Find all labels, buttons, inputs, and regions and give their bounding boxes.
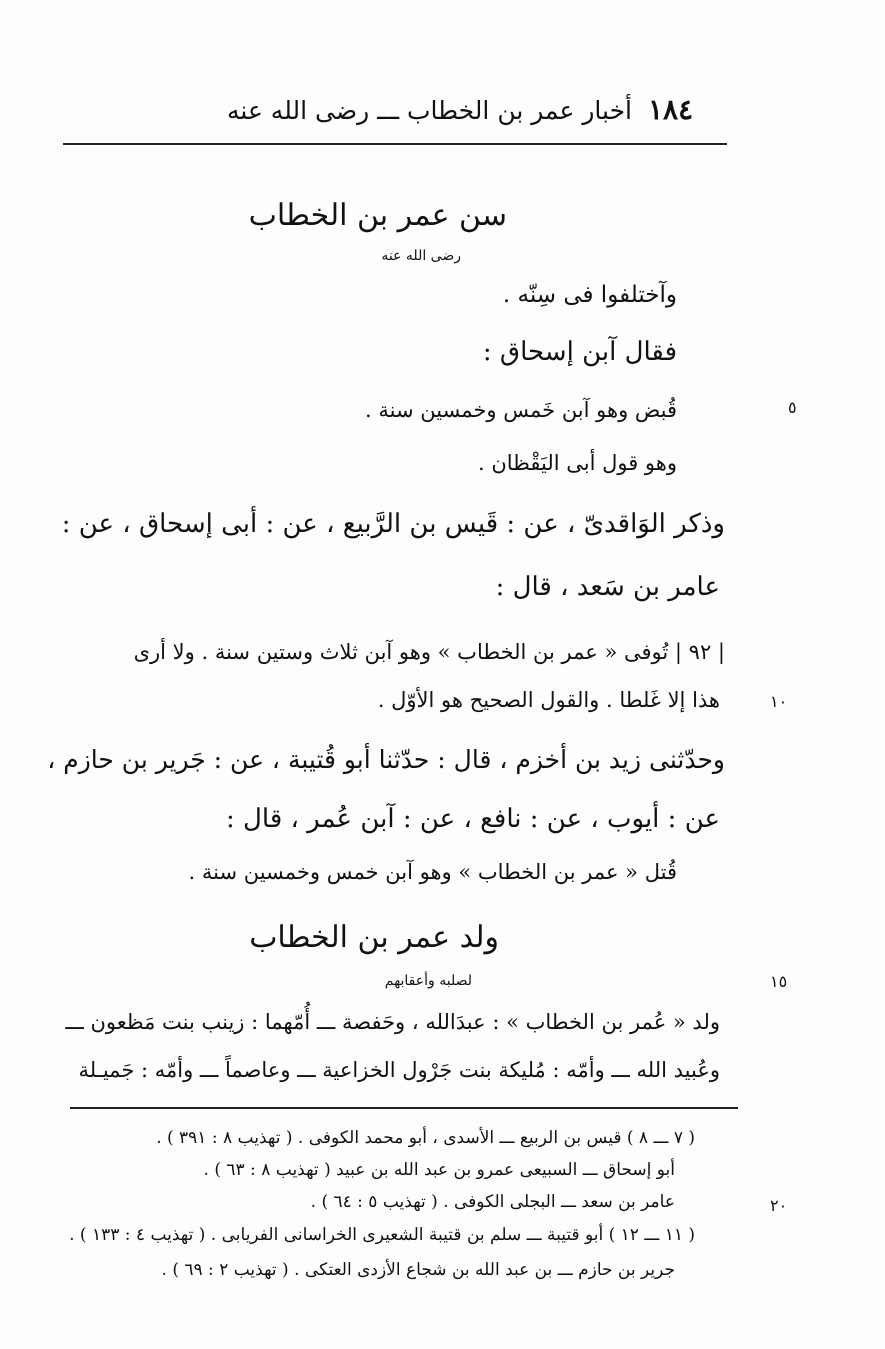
section-heading-children: ولد عمر بن الخطاب <box>249 920 499 955</box>
page-number: ١٨٤ <box>648 93 694 126</box>
text-line: فقال آبن إسحاق : <box>482 337 677 367</box>
text-line: قُتل « عمر بن الخطاب » وهو آبن خمس وخمسين سنة . <box>188 860 677 884</box>
header-rule <box>63 143 727 145</box>
section-subheading-age: رضى الله عنه <box>381 248 461 264</box>
text-line: وهو قول أبى اليَقْظان . <box>477 451 677 475</box>
text-line: وحدّثنى زيد بن أخزم ، قال : حدّثنا أبو قُتيبة ، عن : جَرير بن حازم ، <box>47 745 725 774</box>
line-number: ٢٠ <box>770 1196 788 1215</box>
text-line: هذا إلا غَلطا . والقول الصحيح هو الأوّل . <box>377 688 720 712</box>
text-line: ولد « عُمر بن الخطاب » : عبدَالله ، وحَفصة ـــ أُمّهما : زينب بنت مَظعون ـــ <box>65 1010 720 1034</box>
footnote: جرير بن حازم ـــ بن عبد الله بن شجاع الأزدى العتكى . ( تهذيب ٢ : ٦٩ ) . <box>161 1260 675 1280</box>
text-line: وعُبيد الله ـــ وأمّه : مُليكة بنت جَرْول الخزاعية ـــ وعاصماً ـــ وأمّه : جَميـلة <box>78 1058 720 1082</box>
running-title: أخبار عمر بن الخطاب ـــ رضى الله عنه <box>227 96 632 125</box>
text-line: قُبض وهو آبن خَمس وخمسين سنة . <box>365 398 677 422</box>
footnote: ( ٧ ـــ ٨ ) قيس بن الربيع ـــ الأسدى ، أبو محمد الكوفى . ( تهذيب ٨ : ٣٩١ ) . <box>156 1128 695 1148</box>
footnote-rule <box>70 1107 738 1109</box>
line-number: ١٠ <box>770 692 788 711</box>
footnote: عامر بن سعد ـــ البجلى الكوفى . ( تهذيب ٥ : ٦٤ ) . <box>310 1192 675 1212</box>
footnote: أبو إسحاق ـــ السبيعى عمرو بن عبد الله بن عبيد ( تهذيب ٨ : ٦٣ ) . <box>203 1160 675 1180</box>
line-number: ١٥ <box>770 972 788 991</box>
text-line: وآختلفوا فى سِنّه . <box>502 282 677 308</box>
text-line: | ٩٢ | تُوفى « عمر بن الخطاب » وهو آبن ثلاث وستين سنة . ولا أرى <box>133 640 725 664</box>
line-number: ٥ <box>788 398 797 417</box>
text-line: عامر بن سَعد ، قال : <box>495 572 720 602</box>
section-subheading-children: لصلبه وأعقابهم <box>384 973 472 989</box>
text-line: وذكر الوَاقدىّ ، عن : قَيس بن الرَّبيع ، عن : أبى إسحاق ، عن : <box>61 509 725 539</box>
footnote: ( ١١ ـــ ١٢ ) أبو قتيبة ـــ سلم بن قتيبة الشعيرى الخراسانى الفريابى . ( تهذيب ٤ : ١٣٣ ) . <box>69 1225 695 1245</box>
section-heading-age: سن عمر بن الخطاب <box>248 198 507 233</box>
text-line: عن : أيوب ، عن : نافع ، عن : آبن عُمر ، قال : <box>225 804 720 834</box>
